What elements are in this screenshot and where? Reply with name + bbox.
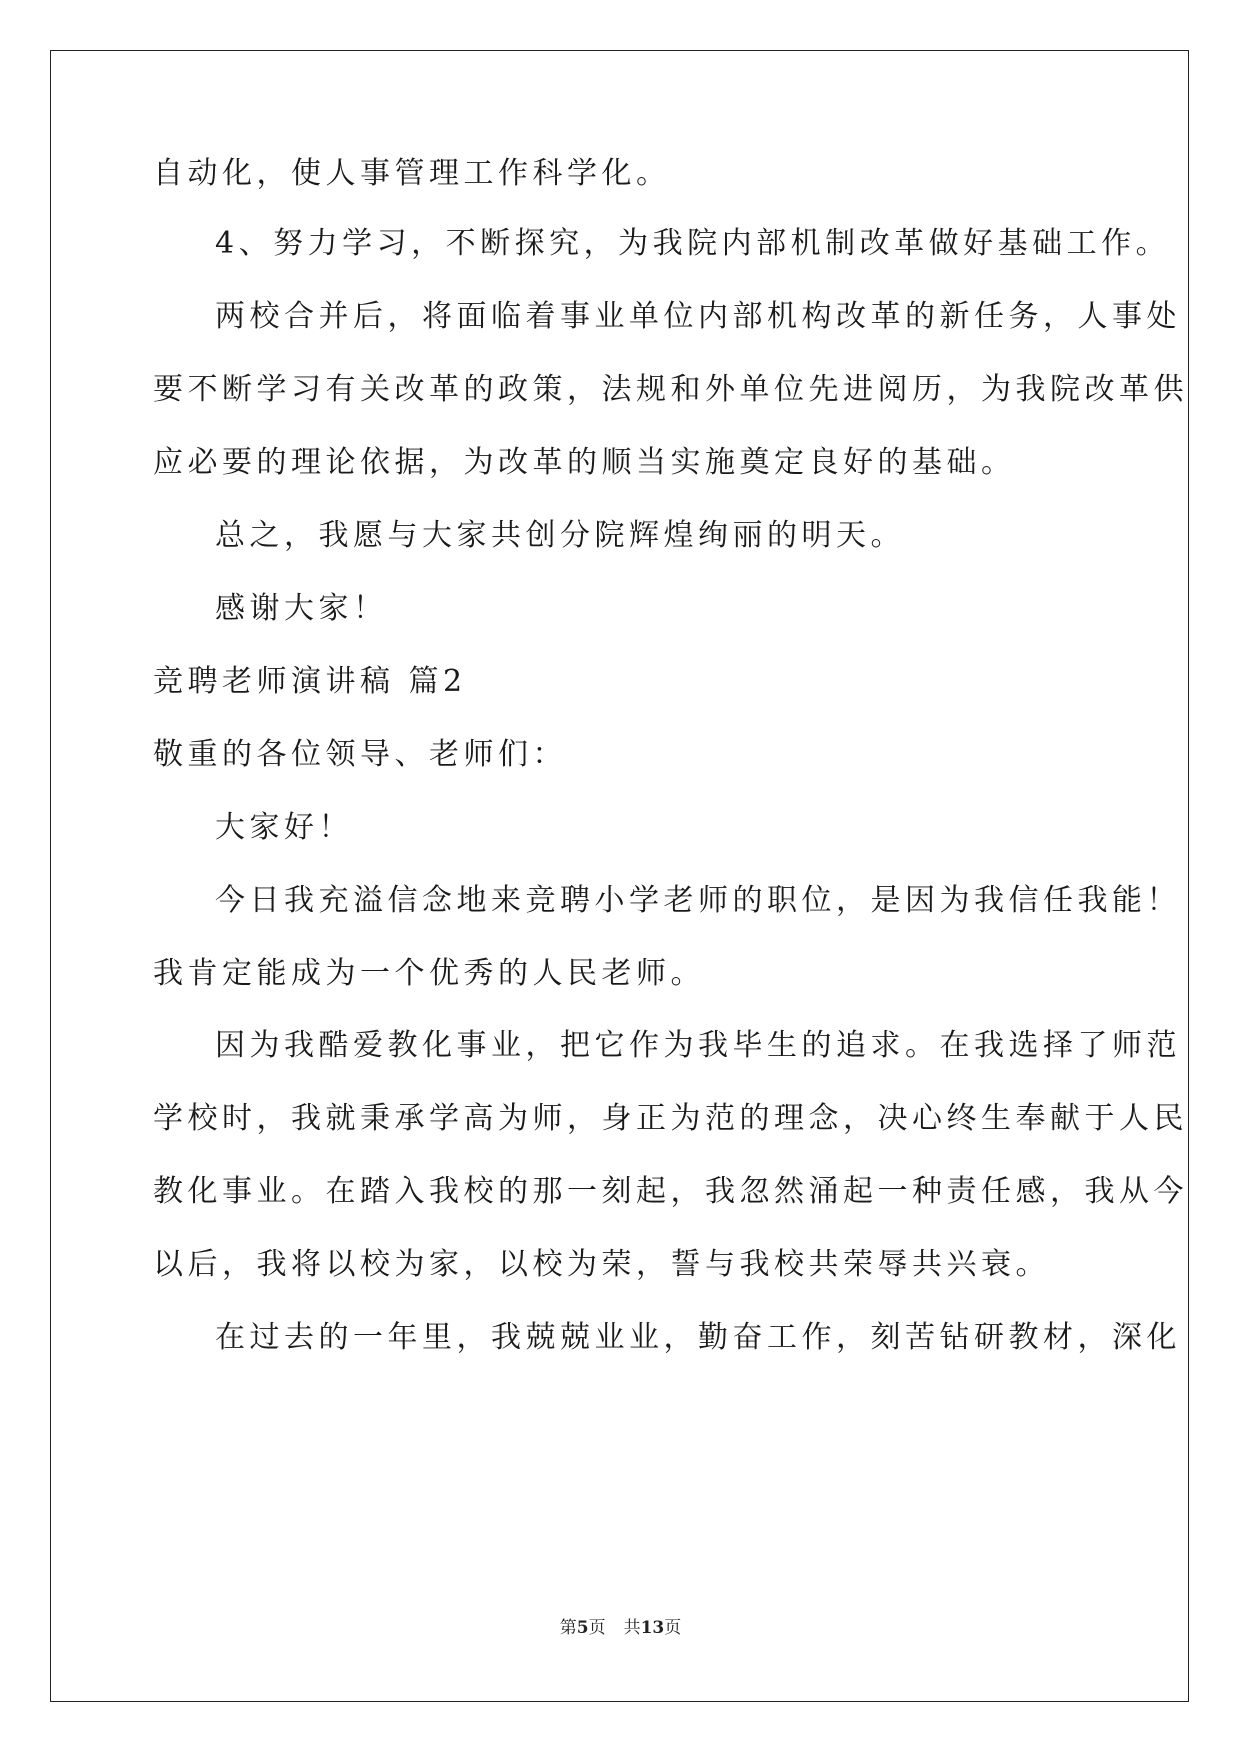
page-footer xyxy=(0,1617,1241,1639)
text-line-14: 学校时，我就秉承学高为师，身正为范的理念，决心终生奉献于人民 xyxy=(153,1101,1188,1136)
text-line-6: 总之，我愿与大家共创分院辉煌绚丽的明天。 xyxy=(215,518,905,553)
text-line-13: 因为我酷爱教化事业，把它作为我毕生的追求。在我选择了师范 xyxy=(215,1028,1181,1063)
text-line-1: 自动化，使人事管理工作科学化。 xyxy=(153,156,671,191)
text-line-9: 敬重的各位领导、老师们： xyxy=(153,737,567,772)
text-line-11: 今日我充溢信念地来竞聘小学老师的职位，是因为我信任我能！ xyxy=(215,883,1181,918)
text-line-15: 教化事业。在踏入我校的那一刻起，我忽然涌起一种责任感，我从今 xyxy=(153,1174,1188,1209)
text-line-3: 两校合并后，将面临着事业单位内部机构改革的新任务，人事处 xyxy=(215,299,1181,334)
text-line-10: 大家好！ xyxy=(215,810,353,845)
section-heading: 竞聘老师演讲稿 篇2 xyxy=(153,664,467,699)
text-line-7: 感谢大家！ xyxy=(215,591,388,626)
footer-page-suffix: 页 xyxy=(588,1618,606,1638)
text-line-4: 要不断学习有关改革的政策，法规和外单位先进阅历，为我院改革供 xyxy=(153,372,1188,407)
text-line-16: 以后，我将以校为家，以校为荣，誓与我校共荣辱共兴衰。 xyxy=(153,1247,1050,1282)
text-line-17: 在过去的一年里，我兢兢业业，勤奋工作，刻苦钻研教材，深化 xyxy=(215,1320,1181,1355)
footer-prefix: 第 xyxy=(559,1618,577,1638)
footer-total-prefix: 共 xyxy=(623,1618,641,1638)
page-frame xyxy=(50,50,1189,1702)
current-page-number: 5 xyxy=(576,1618,589,1638)
footer-total-suffix: 页 xyxy=(664,1618,682,1638)
text-line-12: 我肯定能成为一个优秀的人民老师。 xyxy=(153,956,705,991)
text-line-5: 应必要的理论依据，为改革的顺当实施奠定良好的基础。 xyxy=(153,445,1016,480)
total-page-count: 13 xyxy=(640,1618,665,1638)
text-line-2: 4、努力学习，不断探究，为我院内部机制改革做好基础工作。 xyxy=(215,226,1171,261)
